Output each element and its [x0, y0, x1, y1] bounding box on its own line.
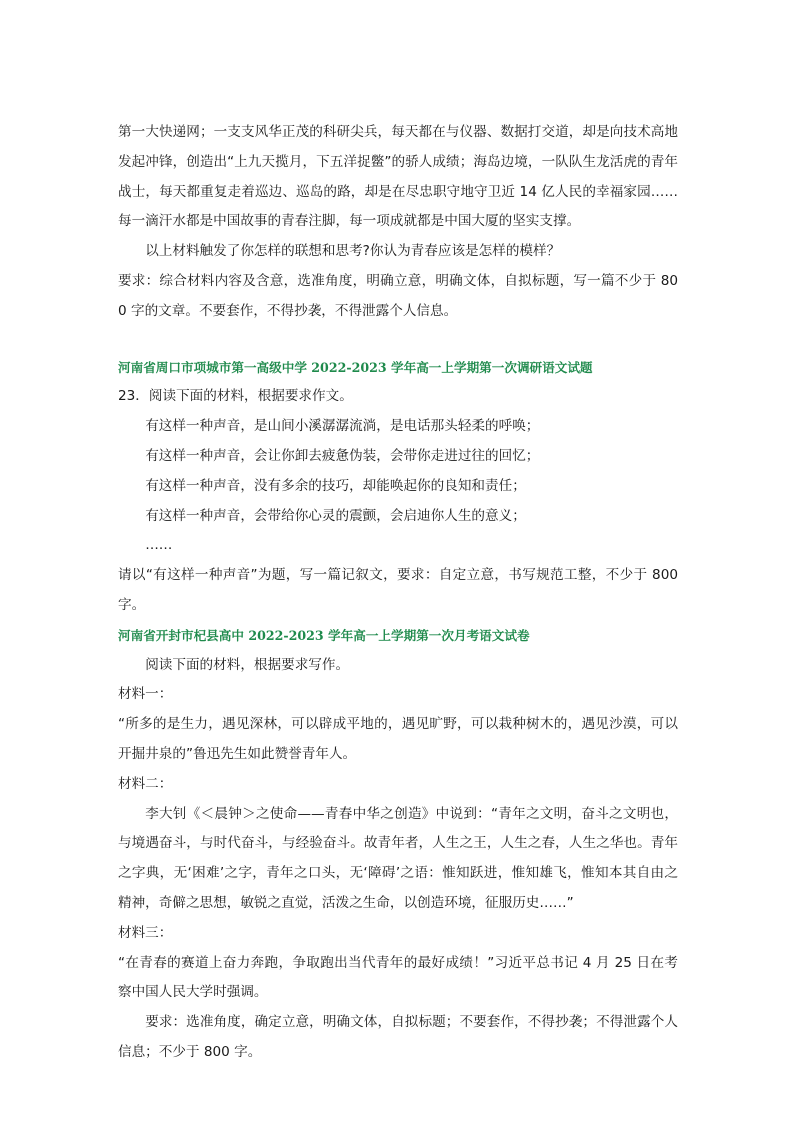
section-gap — [118, 327, 678, 353]
essay-requirement: 请以“有这样一种声音”为题，写一篇记叙文，要求：自定立意，书写规范工整，不少于 800 字。 — [118, 567, 678, 613]
question-task: 23．阅读下面的材料，根据要求作文。 — [118, 388, 353, 405]
material-label: 材料二： — [118, 775, 173, 792]
source-title: 河南省开封市杞县高中 2022-2023 学年高一上学期第一次月考语文试卷 — [118, 627, 530, 643]
document-page — [118, 118, 678, 1068]
poem-ellipsis: …… — [145, 537, 173, 554]
material-text: “所多的是生力，遇见深林，可以辟成平地的，遇见旷野，可以栽种树木的，遇见沙漠，可以开掘井泉的”鲁迅先生如此赞誉青年人。 — [118, 716, 678, 762]
essay-requirement: 要求：综合材料内容及含意，选准角度，明确立意，明确文体，自拟标题，写一篇不少于 800 字的文章。不要套作，不得抄袭，不得泄露个人信息。 — [118, 272, 678, 319]
poem-line: 有这样一种声音，是山间小溪潺潺流淌，是电话那头轻柔的呼唤； — [145, 418, 540, 435]
material-label: 材料三： — [118, 924, 173, 941]
material-paragraph: 第一大快递网；一支支风华正茂的科研尖兵，每天都在与仪器、数据打交道，却是向技术高地发起冲锋，创造出“上九天揽月，下五洋捉鳖”的骄人成绩；海岛边境，一队队生龙活虎的青年战士，每天都重复走着巡边、巡岛的路，却是在尽忠职守地守卫近 14 亿人民的幸福家园……每一滴汗水都是中国故事的青春注脚，每一项成就都是中国大厦的坚实支撑。 — [118, 124, 678, 230]
essay-requirement: 要求：选准角度，确定立意，明确文体，自拟标题；不要套作，不得抄袭；不得泄露个人信息；不少于 800 字。 — [118, 1014, 678, 1060]
poem-line: 有这样一种声音，会让你卸去疲惫伪装，会带你走进过往的回忆； — [145, 447, 540, 464]
material-label: 材料一： — [118, 686, 173, 703]
source-title: 河南省周口市项城市第一高级中学 2022-2023 学年高一上学期第一次调研语文试题 — [118, 359, 593, 375]
poem-line: 有这样一种声音，没有多余的技巧，却能唤起你的良知和责任； — [145, 477, 526, 494]
poem-line: 有这样一种声音，会带给你心灵的震颤，会启迪你人生的意义； — [145, 507, 526, 524]
material-text: “在青春的赛道上奋力奔跑，争取跑出当代青年的最好成绩！”习近平总书记 4 月 25 日在考察中国人民大学时强调。 — [118, 954, 678, 1001]
prompt-question: 以上材料触发了你怎样的联想和思考?你认为青春应该是怎样的模样？ — [145, 243, 561, 260]
question-task: 阅读下面的材料，根据要求写作。 — [145, 656, 350, 673]
material-text: 李大钊《＜晨钟＞之使命——青春中华之创造》中说到：“青年之文明，奋斗之文明也，与境遇奋斗，与时代奋斗，与经验奋斗。故青年者，人生之王，人生之春，人生之华也。青年之字典，无‘困难’之字，青年之口头，无‘障碍’之语：惟知跃进，惟知雄飞，惟知本其自由之精神，奇僻之思想，敏锐之直觉，活泼之生命，以创造环境，征服历史……” — [118, 805, 678, 911]
